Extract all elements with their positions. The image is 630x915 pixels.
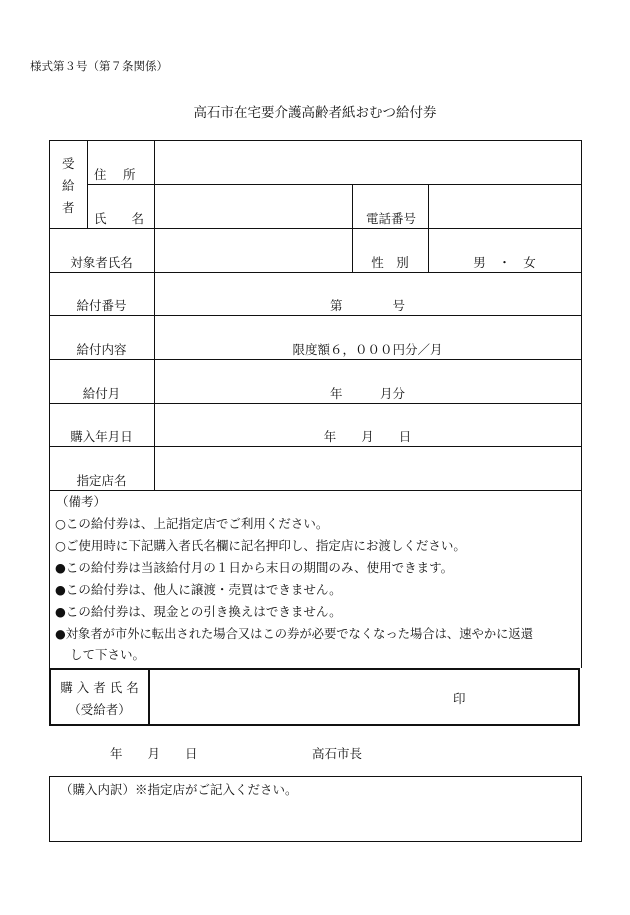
purchase-date-label: 購入年月日 (70, 429, 133, 444)
phone-field[interactable] (432, 188, 578, 226)
gender-options[interactable]: 男 ・ 女 (473, 255, 536, 270)
issue-date[interactable]: 年 月 日 (110, 746, 198, 761)
note-item: ○この給付券は、上記指定店でご利用ください。 (55, 516, 329, 531)
phone-label: 電話番号 (366, 211, 417, 226)
address-label: 住 所 (94, 167, 136, 182)
note-item: ●対象者が市外に転出された場合又はこの券が必要でなくなった場合は、速やかに返還 (55, 627, 534, 641)
name-field[interactable] (160, 188, 348, 226)
purchase-details-label: （購入内訳）※指定店がご記入ください。 (60, 782, 298, 797)
benefit-content-label: 給付内容 (76, 342, 127, 357)
benefit-month-label: 給付月 (82, 386, 121, 401)
seal-mark: 印 (453, 691, 466, 706)
benefit-number-label: 給付番号 (76, 298, 127, 313)
buyer-divider (148, 668, 150, 726)
note-item: ●この給付券は、他人に譲渡・売買はできません。 (55, 582, 342, 597)
benefit-month-value[interactable]: 年 月分 (329, 386, 405, 401)
purchase-date-value[interactable]: 年 月 日 (323, 429, 412, 444)
address-field[interactable] (160, 144, 578, 182)
issuer: 高石市長 (312, 746, 363, 761)
buyer-name-field[interactable] (160, 672, 570, 722)
benefit-number-value[interactable]: 第 号 (329, 298, 405, 313)
note-item: ●この給付券は当該給付月の１日から末日の期間のみ、使用できます。 (55, 560, 454, 575)
notes-heading: （備考） (56, 494, 107, 509)
recipient-group-label: 受 給 者 (62, 156, 75, 215)
gender-label: 性 別 (371, 255, 409, 270)
note-item-continuation: して下さい。 (70, 647, 146, 662)
name-label: 氏 名 (94, 211, 145, 226)
form-title: 高石市在宅要介護高齢者紙おむつ給付券 (193, 105, 437, 121)
note-item: ○ご使用時に下記購入者氏名欄に記名押印し、指定店にお渡しください。 (55, 538, 466, 553)
store-name-field[interactable] (160, 450, 578, 488)
note-item: ●この給付券は、現金との引き換えはできません。 (55, 604, 342, 619)
subject-name-label: 対象者氏名 (70, 255, 133, 270)
benefit-content-value: 限度額６，０００円分／月 (292, 342, 443, 357)
store-name-label: 指定店名 (76, 473, 127, 488)
subject-name-field[interactable] (160, 232, 348, 270)
buyer-name-label: 購 入 者 氏 名 (60, 680, 139, 695)
form-number: 様式第３号（第７条関係） (30, 59, 168, 73)
buyer-recipient-label: （受給者） (68, 702, 131, 717)
